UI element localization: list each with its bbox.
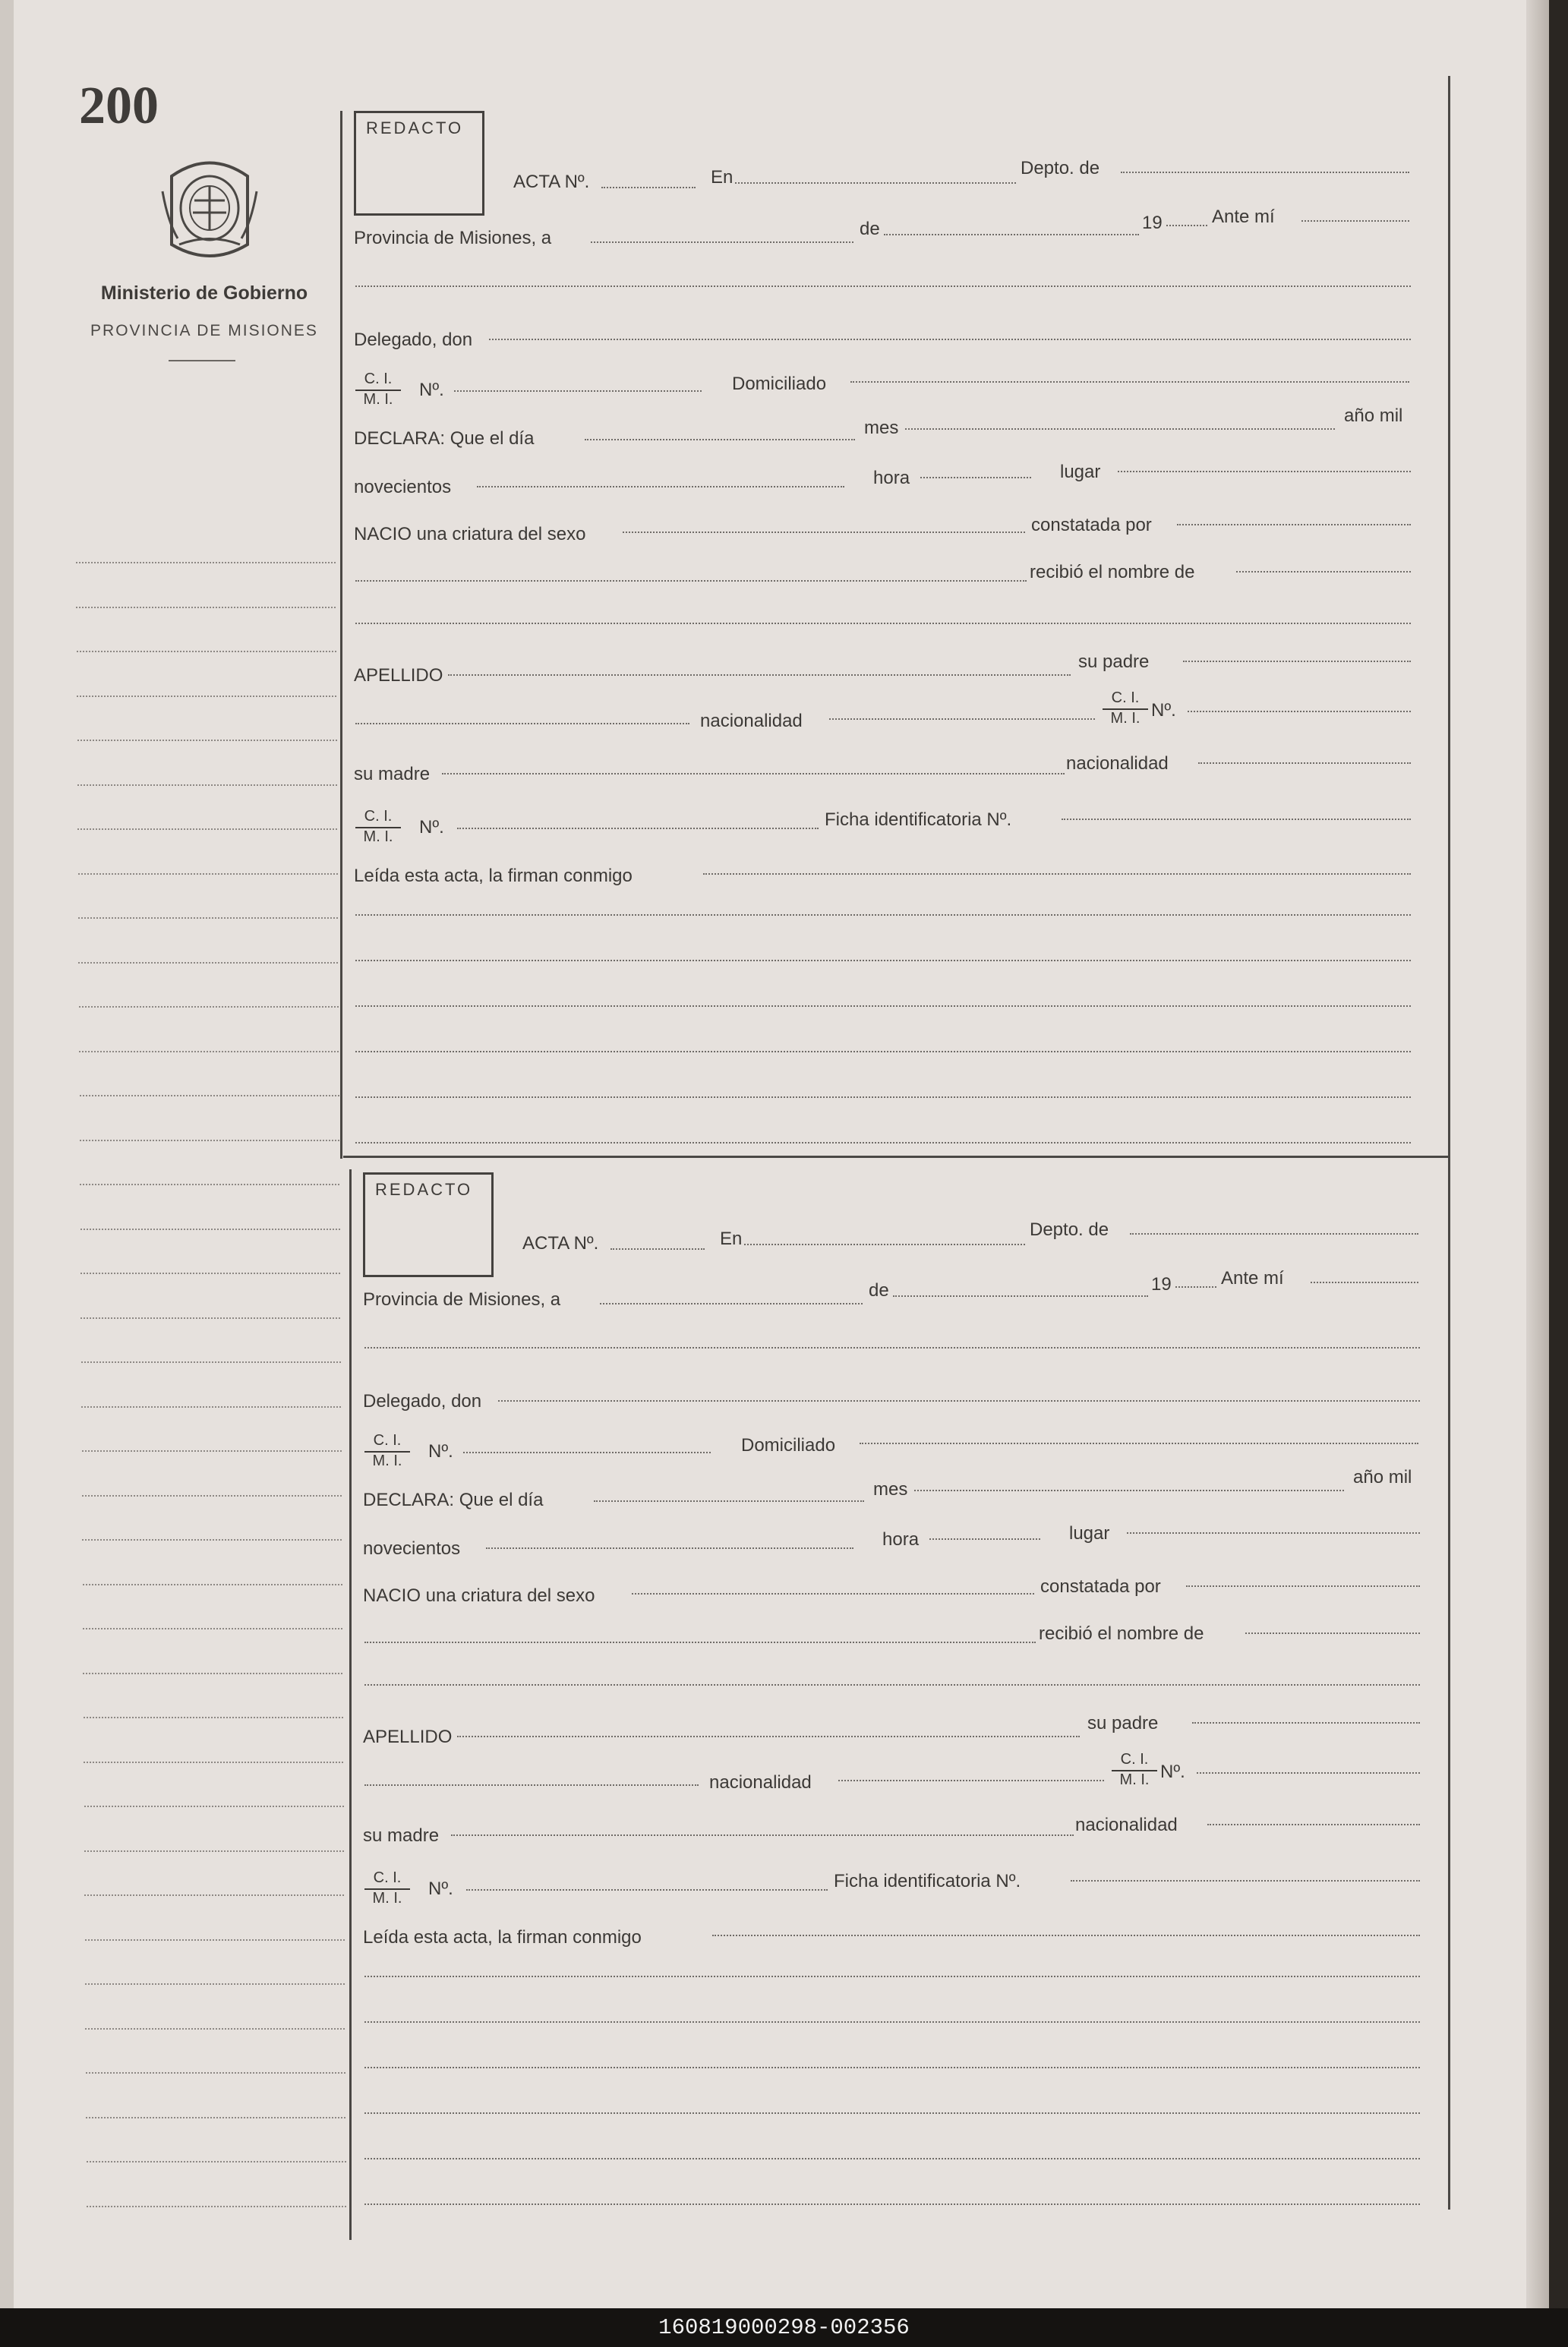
fill-line: [829, 718, 1095, 720]
fill-line: [920, 477, 1031, 478]
ci-mi-fraction: [355, 808, 401, 846]
margin-rule: [77, 651, 336, 652]
fill-line: [454, 390, 702, 392]
margin-rule: [86, 2072, 345, 2074]
label-no: Nº.: [419, 817, 444, 838]
fill-line: [1207, 1824, 1420, 1825]
label-en: En: [720, 1229, 743, 1249]
form-right-border: [1448, 76, 1450, 2210]
margin-rule: [84, 1806, 344, 1807]
mi-label: M. I.: [363, 828, 393, 845]
label-leida: Leída esta acta, la firman conmigo: [354, 866, 633, 886]
label-depto: Depto. de: [1021, 158, 1100, 178]
label-diecinueve: 19: [1151, 1274, 1172, 1295]
label-no: Nº.: [1151, 700, 1176, 721]
label-delegado: Delegado, don: [363, 1391, 482, 1412]
fill-line: [355, 723, 689, 724]
label-de: de: [860, 219, 880, 239]
label-de: de: [869, 1280, 889, 1301]
ci-label: C. I.: [355, 371, 401, 391]
ci-label: C. I.: [1103, 689, 1148, 710]
margin-rule: [84, 1717, 343, 1718]
label-nacio: NACIO una criatura del sexo: [354, 524, 586, 544]
fill-line: [1127, 1532, 1420, 1534]
label-nacionalidad: nacionalidad: [709, 1772, 812, 1793]
mi-label: M. I.: [372, 1890, 402, 1907]
fill-line: [489, 339, 1411, 340]
fill-line: [355, 1142, 1411, 1144]
ci-mi-fraction: [364, 1869, 410, 1907]
margin-rule: [85, 2028, 345, 2030]
margin-rule: [87, 2161, 346, 2162]
margin-rule: [80, 1273, 340, 1274]
ci-mi-fraction: [364, 1432, 410, 1470]
margin-rule: [83, 1628, 342, 1629]
fill-line: [1311, 1282, 1418, 1283]
fill-line: [850, 381, 1409, 383]
fill-line: [1197, 1772, 1420, 1774]
margin-rule: [80, 1229, 340, 1230]
label-provincia: Provincia de Misiones, a: [363, 1289, 561, 1310]
fill-line: [457, 828, 819, 829]
ci-mi-fraction: [355, 371, 401, 409]
fill-line: [355, 285, 1411, 287]
fill-line: [1175, 1286, 1216, 1288]
margin-rule: [77, 784, 337, 786]
ci-mi-fraction: [1103, 689, 1148, 727]
fill-line: [860, 1443, 1418, 1444]
fill-line: [1130, 1233, 1418, 1235]
fill-line: [1121, 172, 1409, 173]
ci-label: C. I.: [355, 808, 401, 828]
margin-rule: [81, 1361, 341, 1363]
label-apellido: APELLIDO: [354, 665, 443, 686]
mi-label: M. I.: [1110, 710, 1141, 727]
ci-label: C. I.: [364, 1869, 410, 1890]
label-ano_mil: año mil: [1344, 405, 1403, 426]
provincial-seal-icon: [156, 153, 263, 267]
label-novecientos: novecientos: [354, 477, 452, 497]
fill-line: [884, 234, 1139, 235]
label-lugar: lugar: [1069, 1523, 1110, 1544]
label-acta_no: ACTA Nº.: [522, 1233, 599, 1254]
fill-line: [364, 1684, 1420, 1686]
margin-rule: [82, 1495, 342, 1497]
fill-line: [1118, 471, 1411, 472]
margin-rule: [77, 740, 337, 741]
label-hora: hora: [873, 468, 910, 488]
label-declara: DECLARA: Que el día: [354, 428, 535, 449]
fill-line: [463, 1452, 711, 1453]
label-ficha: Ficha identificatoria Nº.: [825, 809, 1012, 830]
margin-rule: [76, 607, 336, 608]
margin-rule: [85, 1939, 345, 1941]
margin-rule: [81, 1406, 341, 1408]
fill-line: [355, 1005, 1411, 1007]
margin-rule: [80, 1317, 340, 1319]
fill-line: [838, 1780, 1104, 1781]
redacto-label: REDACTO: [366, 118, 464, 137]
label-constatada: constatada por: [1040, 1576, 1161, 1597]
label-no: Nº.: [428, 1879, 453, 1899]
margin-rule: [85, 1983, 345, 1985]
label-no: Nº.: [428, 1441, 453, 1462]
ci-label: C. I.: [1112, 1751, 1157, 1771]
margin-rule: [77, 828, 337, 830]
fill-line: [1192, 1722, 1420, 1724]
fill-line: [712, 1935, 1420, 1936]
label-novecientos: novecientos: [363, 1538, 461, 1559]
fill-line: [466, 1889, 828, 1891]
fill-line: [1301, 220, 1409, 222]
fill-line: [1198, 762, 1411, 764]
label-ante_mi: Ante mí: [1221, 1268, 1284, 1289]
fill-line: [735, 182, 1016, 184]
margin-rule: [78, 917, 338, 919]
label-su_madre: su madre: [354, 764, 431, 784]
fill-line: [591, 241, 853, 243]
province-name: PROVINCIA DE MISIONES: [90, 322, 318, 339]
fill-line: [355, 1051, 1411, 1052]
fill-line: [929, 1538, 1040, 1540]
fill-line: [364, 1347, 1420, 1349]
margin-rule: [77, 696, 336, 697]
label-apellido: APELLIDO: [363, 1727, 453, 1747]
margin-rule: [83, 1584, 342, 1585]
label-su_padre: su padre: [1078, 651, 1150, 672]
label-mes: mes: [873, 1479, 908, 1500]
label-ano_mil: año mil: [1353, 1467, 1412, 1487]
fill-line: [1245, 1632, 1420, 1634]
label-delegado: Delegado, don: [354, 330, 473, 350]
label-en: En: [711, 167, 734, 188]
fill-line: [1183, 661, 1411, 662]
fill-line: [498, 1400, 1420, 1402]
label-acta_no: ACTA Nº.: [513, 172, 590, 192]
page-left-edge: [0, 0, 14, 2308]
margin-rule: [84, 1894, 344, 1896]
ministry-name: Ministerio de Gobierno: [100, 282, 308, 304]
fill-line: [1166, 225, 1207, 226]
label-hora: hora: [882, 1529, 920, 1550]
margin-rule: [84, 1850, 344, 1852]
fill-line: [457, 1736, 1080, 1737]
acta-divider: [343, 1156, 1450, 1158]
fill-line: [448, 674, 1071, 676]
fill-line: [1186, 1585, 1420, 1587]
fill-line: [623, 532, 1025, 533]
fill-line: [355, 914, 1411, 916]
margin-rule: [84, 1762, 343, 1763]
fill-line: [355, 623, 1411, 624]
label-no: Nº.: [1160, 1762, 1185, 1782]
fill-line: [893, 1295, 1148, 1297]
label-domiciliado: Domiciliado: [732, 374, 827, 394]
fill-line: [703, 873, 1411, 875]
margin-rule: [82, 1539, 342, 1541]
margin-rule: [78, 962, 338, 964]
label-recibio: recibió el nombre de: [1039, 1623, 1204, 1644]
label-diecinueve: 19: [1142, 213, 1163, 233]
label-no: Nº.: [419, 380, 444, 400]
label-lugar: lugar: [1060, 462, 1101, 482]
margin-rule: [78, 873, 338, 875]
mi-label: M. I.: [1119, 1771, 1150, 1788]
fill-line: [914, 1490, 1344, 1491]
fill-line: [364, 2203, 1420, 2205]
fill-line: [632, 1593, 1034, 1595]
label-leida: Leída esta acta, la firman conmigo: [363, 1927, 642, 1948]
fill-line: [355, 1096, 1411, 1098]
archive-id: 160819000298-002356: [0, 2308, 1568, 2347]
ci-label: C. I.: [364, 1432, 410, 1453]
page-right-edge: [1526, 0, 1549, 2308]
fill-line: [451, 1834, 1074, 1836]
form-left-border: [340, 111, 342, 1159]
label-nacionalidad: nacionalidad: [1066, 753, 1169, 774]
fill-line: [610, 1248, 705, 1250]
ci-mi-fraction: [1112, 1751, 1157, 1789]
fill-line: [1188, 711, 1411, 712]
fill-line: [364, 2067, 1420, 2068]
fill-line: [364, 2112, 1420, 2114]
form-left-border-2: [349, 1169, 352, 2240]
fill-line: [1071, 1880, 1420, 1882]
redacto-label: REDACTO: [375, 1180, 473, 1199]
label-constatada: constatada por: [1031, 515, 1152, 535]
fill-line: [364, 1642, 1036, 1643]
heading-rule: [169, 360, 235, 361]
label-su_padre: su padre: [1087, 1713, 1159, 1733]
label-domiciliado: Domiciliado: [741, 1435, 836, 1456]
fill-line: [364, 2158, 1420, 2159]
margin-rule: [80, 1095, 339, 1096]
fill-line: [442, 773, 1065, 774]
fill-line: [744, 1244, 1025, 1245]
fill-line: [1062, 819, 1411, 820]
margin-rule: [79, 1051, 339, 1052]
fill-line: [594, 1500, 864, 1502]
page-number: 200: [79, 77, 159, 135]
margin-rule: [80, 1140, 339, 1141]
margin-rule: [80, 1184, 339, 1185]
fill-line: [585, 439, 855, 440]
fill-line: [601, 187, 696, 188]
fill-line: [355, 580, 1027, 582]
fill-line: [905, 428, 1335, 430]
margin-rule: [76, 562, 336, 563]
margin-rule: [86, 2117, 345, 2118]
mi-label: M. I.: [372, 1453, 402, 1469]
fill-line: [477, 486, 844, 487]
label-provincia: Provincia de Misiones, a: [354, 228, 552, 248]
label-nacionalidad: nacionalidad: [700, 711, 803, 731]
label-nacio: NACIO una criatura del sexo: [363, 1585, 595, 1606]
label-mes: mes: [864, 418, 899, 438]
fill-line: [364, 1976, 1420, 1977]
label-declara: DECLARA: Que el día: [363, 1490, 544, 1510]
label-ante_mi: Ante mí: [1212, 207, 1275, 227]
margin-rule: [82, 1450, 342, 1452]
mi-label: M. I.: [363, 391, 393, 408]
margin-rule: [83, 1673, 342, 1674]
margin-rule: [79, 1006, 339, 1008]
label-recibio: recibió el nombre de: [1030, 562, 1195, 582]
fill-line: [1177, 524, 1411, 525]
label-nacionalidad: nacionalidad: [1075, 1815, 1178, 1835]
label-ficha: Ficha identificatoria Nº.: [834, 1871, 1021, 1891]
fill-line: [364, 1784, 699, 1786]
fill-line: [600, 1303, 863, 1304]
fill-line: [1236, 571, 1411, 573]
fill-line: [486, 1547, 853, 1549]
fill-line: [355, 960, 1411, 961]
label-su_madre: su madre: [363, 1825, 440, 1846]
label-depto: Depto. de: [1030, 1219, 1109, 1240]
margin-rule: [87, 2206, 346, 2207]
fill-line: [364, 2021, 1420, 2023]
